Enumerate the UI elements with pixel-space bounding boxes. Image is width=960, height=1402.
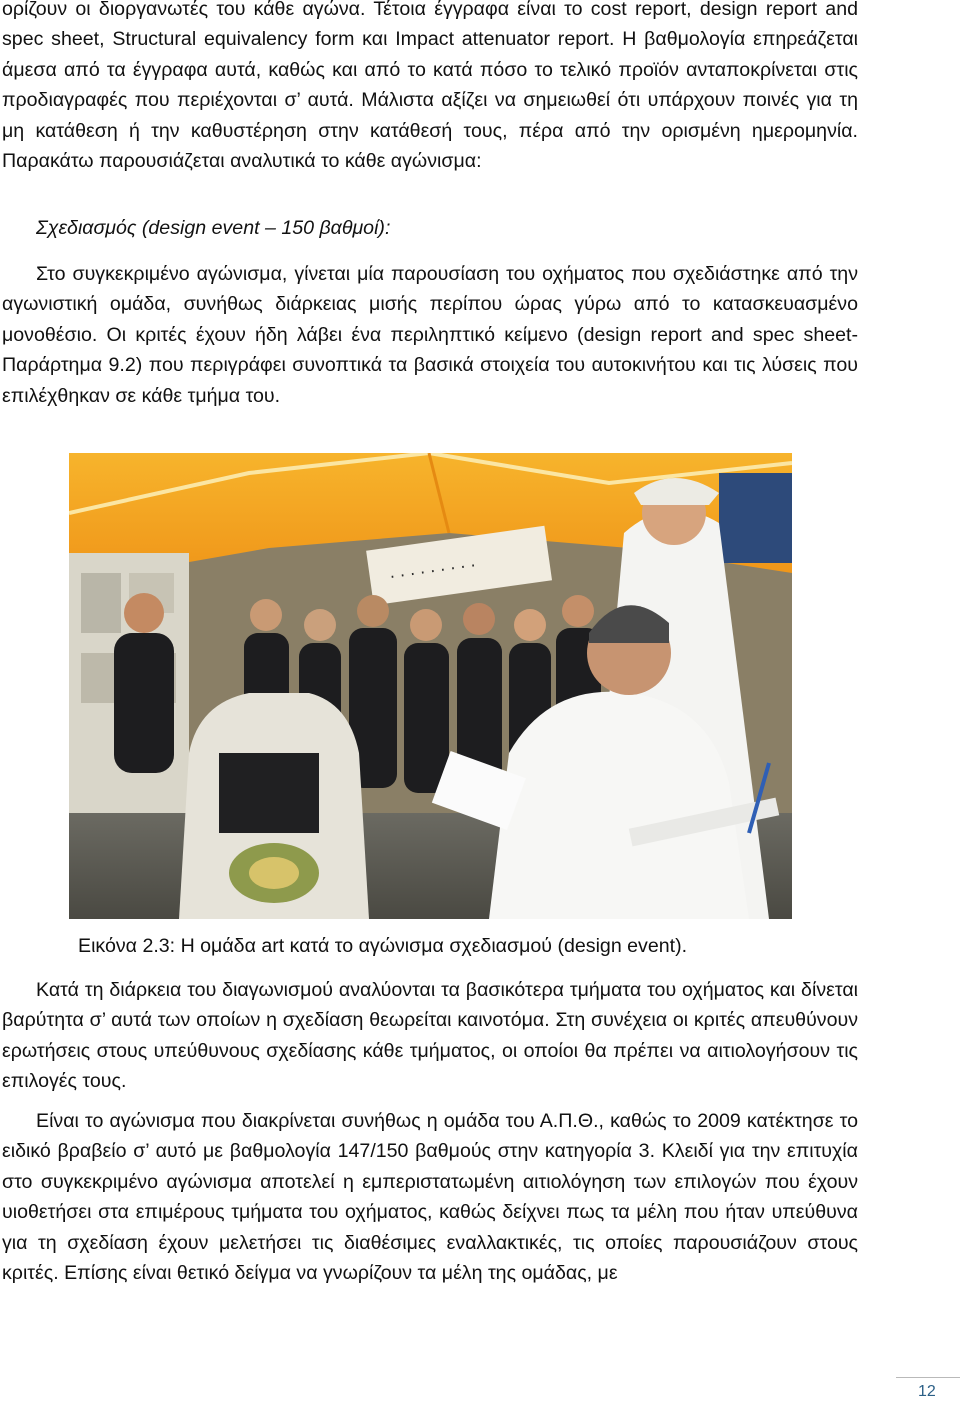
photo-illustration bbox=[69, 453, 792, 919]
footer-divider bbox=[896, 1377, 960, 1378]
figure-caption: Εικόνα 2.3: Η ομάδα art κατά το αγώνισμα σχεδιασμού (design event). bbox=[78, 935, 688, 957]
body-paragraph-analysis: Κατά τη διάρκεια του διαγωνισμού αναλύονται τα βασικότερα τμήματα του οχήματος και δίνεται βαρύτητα σ’ αυτά των οποίων η σχεδίαση θεωρείται καινοτόμα. Στη συνέχεια οι κριτές απευθύνουν ερωτήσεις στους υπεύθυνους σχεδίασης κάθε τμήματος, οι οποίοι θα πρέπει να αιτιολογήσουν τις επιλογές τους. bbox=[2, 979, 858, 1093]
body-paragraph-team-success: Είναι το αγώνισμα που διακρίνεται συνήθως η ομάδα του Α.Π.Θ., καθώς το 2009 κατέκτησε το ειδικό βραβείο σ’ αυτό με βαθμολογία 147/150 βαθμούς στην κατηγορία 3. Κλειδί για την επιτυχία στο συγκεκριμένο αγώνισμα αποτελεί η εμπεριστατωμένη αιτιολόγηση των επιλογών που έχουν υιοθετήσει στα επιμέρους τμήματα του οχήματος, καθώς δείχνει πως τα μέλη που ήταν υπεύθυνα για τη σχεδίαση έχουν μελετήσει τις διαθέσιμες εναλλακτικές, τις οποίες παρουσιάζουν στους κριτές. Επίσης είναι θετικό δείγμα να γνωρίζουν τα μέλη της ομάδας, με bbox=[2, 1110, 858, 1285]
design-event-photo bbox=[69, 453, 792, 919]
page-number: 12 bbox=[918, 1383, 936, 1400]
body-paragraph-design-event: Στο συγκεκριμένο αγώνισμα, γίνεται μία παρουσίαση του οχήματος που σχεδιάστηκε από την αγωνιστική ομάδα, συνήθως διάρκειας μισής περίπου ώρας γύρω από το κατασκευασμένο μονοθέσιο. Οι κριτές έχουν ήδη λάβει ένα περιληπτικό κείμενο (design report and spec sheet- Παράρτημα 9.2) που περιγράφει συνοπτικά τα βασικά στοιχεία του αυτοκινήτου και τις λύσεις που επιλέχθηκαν σε κάθε τμήμα του. bbox=[2, 263, 858, 407]
race-car bbox=[179, 693, 369, 919]
body-paragraph-intro: ορίζουν οι διοργανωτές του κάθε αγώνα. Τέτοια έγγραφα είναι το cost report, design report and spec sheet, Structural equivalency form και Impact attenuator report. Η βαθμολογία επηρεάζεται άμεσα από τα έγγραφα αυτά, καθώς και από το κατά πόσο το τελικό προϊόν ανταποκρίνεται στις προδιαγραφές που περιέχονται σ’ αυτά. Μάλιστα αξίζει να σημειωθεί ότι υπάρχουν ποινές για τη μη κατάθεση ή την καθυστέρηση στην κατάθεσή τους, πέρα από την ορισμένη ημερομηνία. Παρακάτω παρουσιάζεται αναλυτικά το κάθε αγώνισμα: bbox=[2, 0, 858, 173]
svg-text:· · · · · · · · ·: · · · · · · · · · bbox=[388, 555, 477, 587]
section-heading-design-event: Σχεδιασμός (design event – 150 βαθμοί): bbox=[36, 217, 391, 239]
